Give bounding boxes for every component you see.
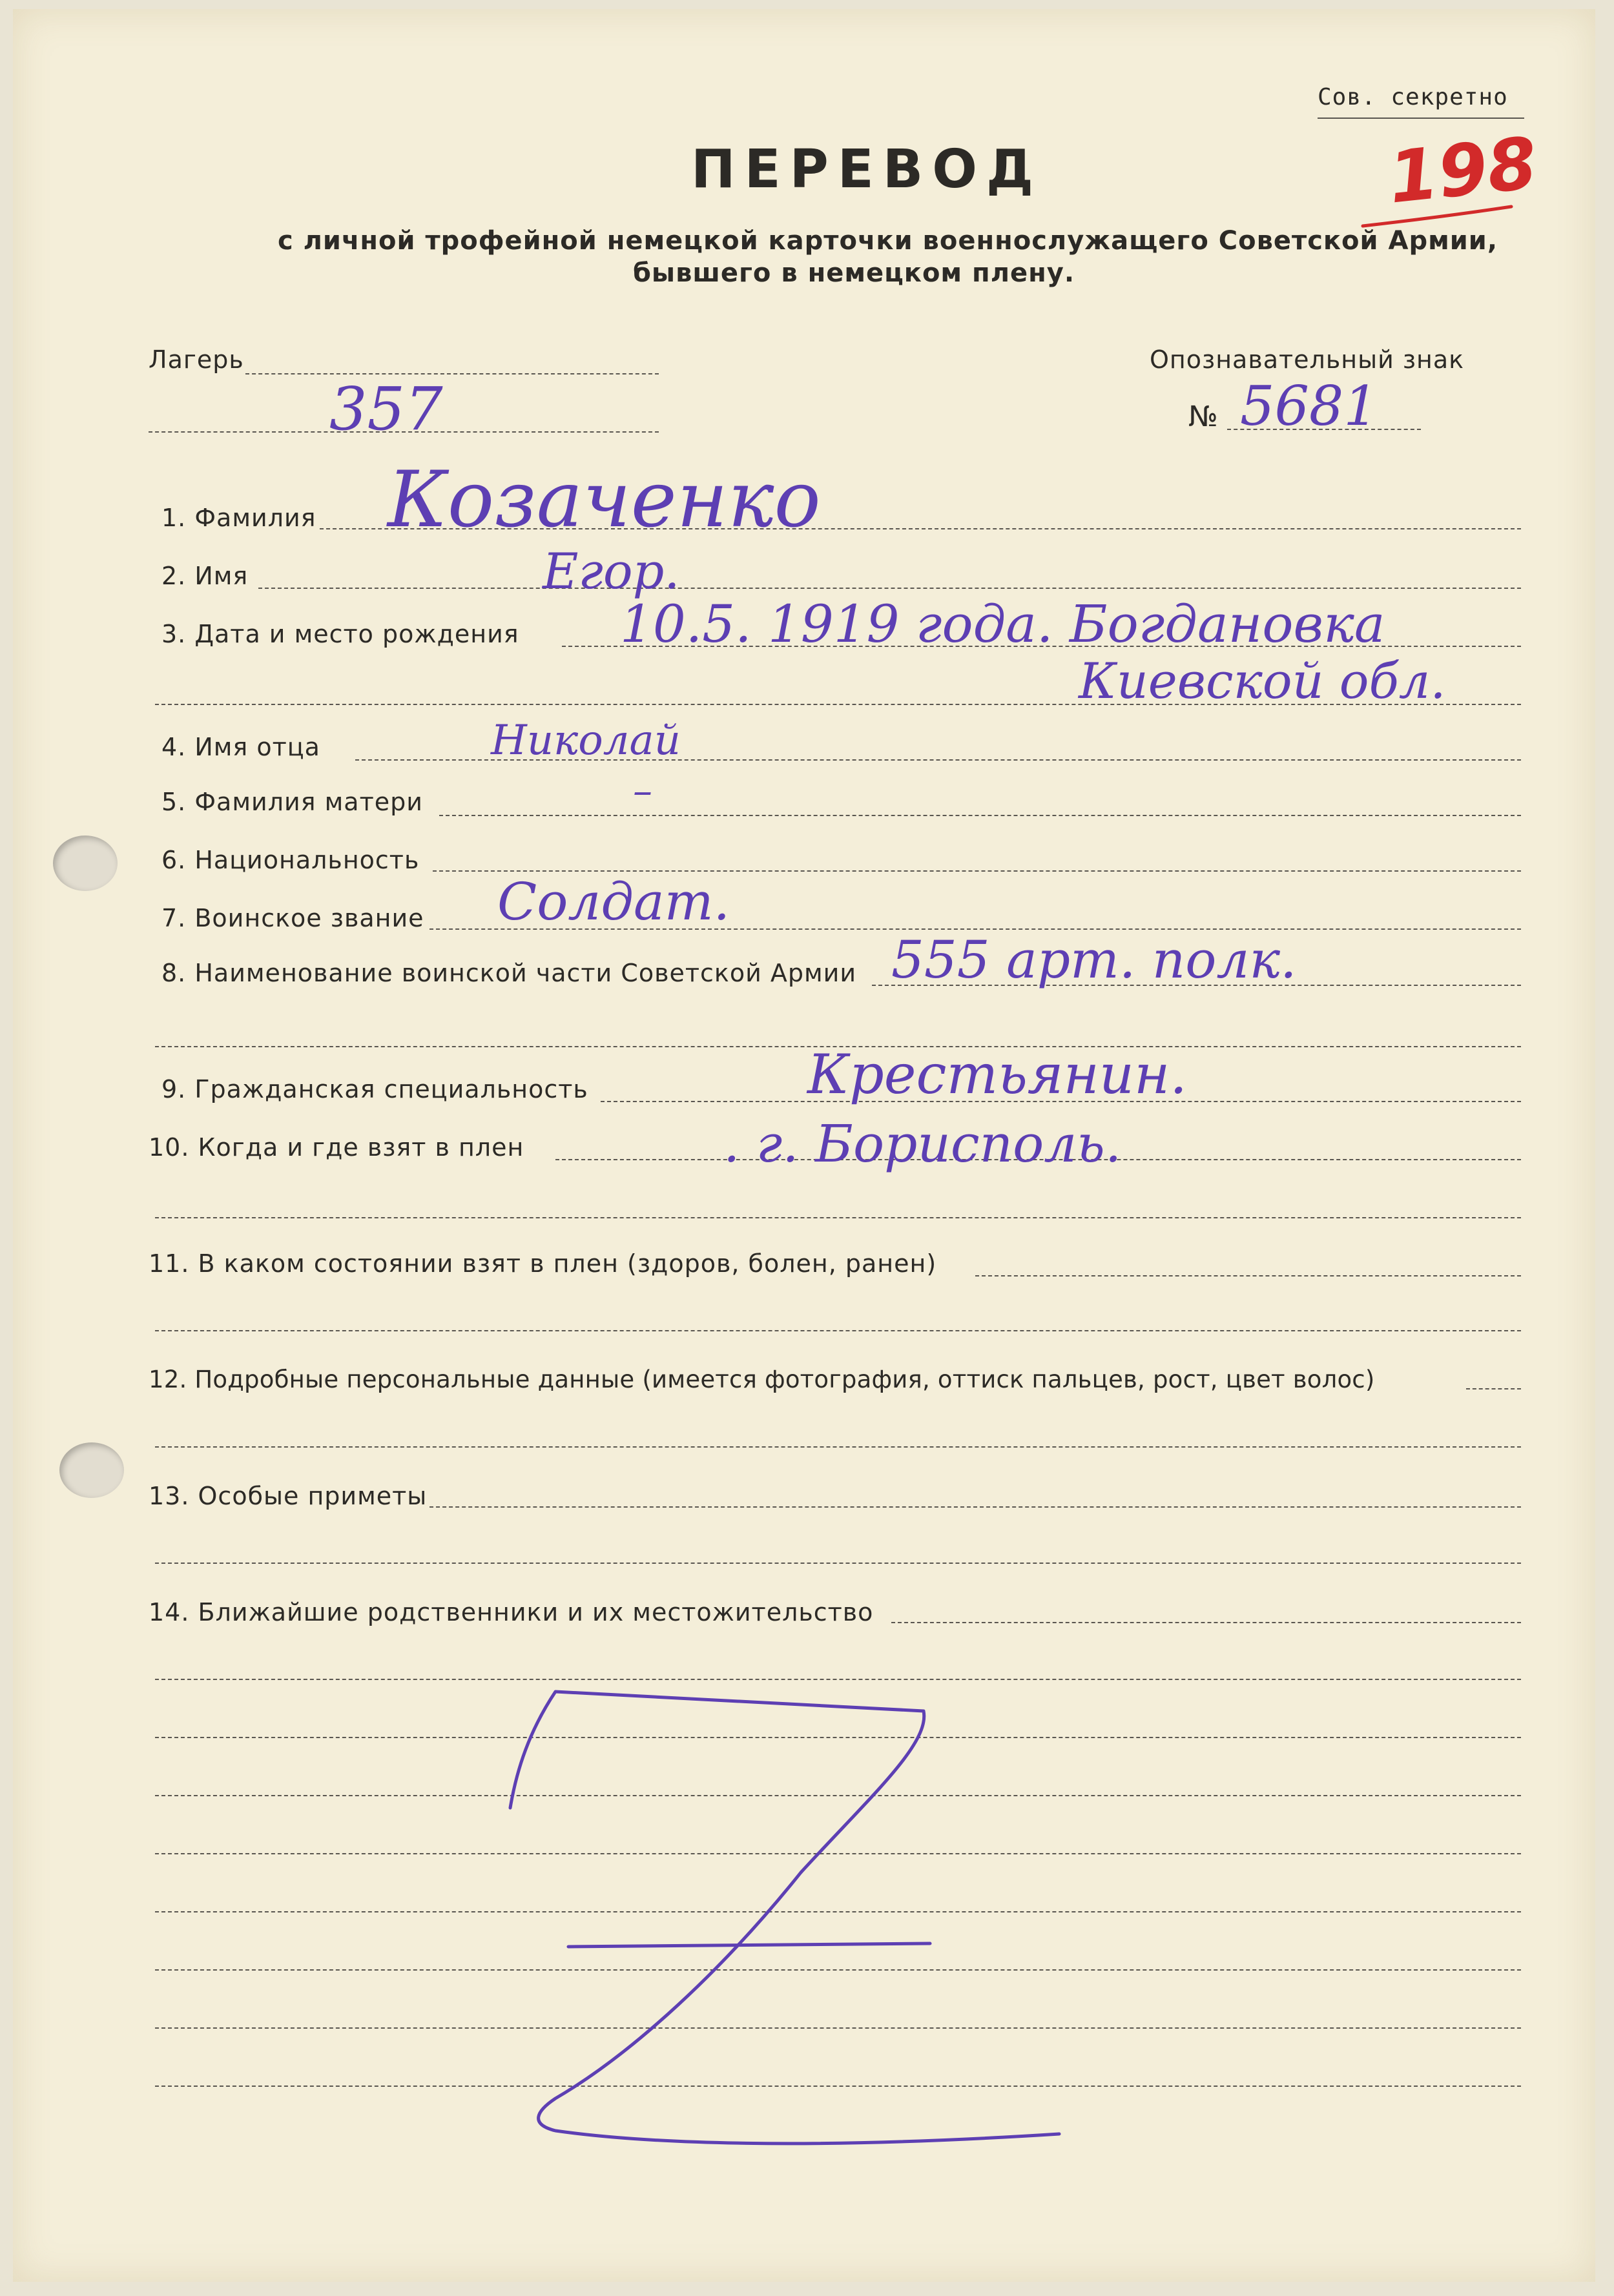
field-value-rank: Солдат.	[497, 872, 730, 932]
field-label-condition: 11. В каком состоянии взят в плен (здоров, болен, ранен)	[149, 1249, 937, 1278]
field-label-captured: 10. Когда и где взят в плен	[149, 1133, 524, 1162]
tag-no-label: №	[1188, 400, 1219, 433]
document-subtitle-line2: бывшего в немецком плену.	[633, 258, 1075, 288]
field-value-surname: Козаченко	[388, 455, 821, 545]
field-value-mother: –	[633, 768, 652, 814]
field-label-name: 2. Имя	[161, 562, 249, 590]
field-label-rank: 7. Воинское звание	[161, 904, 424, 932]
camp-value: 357	[329, 374, 443, 444]
field-value-captured: . г. Борисполь.	[723, 1114, 1122, 1174]
document-title: ПЕРЕВОД	[691, 139, 1042, 200]
field-label-unit: 8. Наименование воинской части Советской Армии	[161, 959, 857, 987]
field-label-special-marks: 13. Особые приметы	[149, 1482, 428, 1510]
red-pencil-number: 198	[1384, 121, 1541, 220]
document-subtitle-line1: с личной трофейной немецкой карточки военнослужащего Советской Армии,	[278, 226, 1498, 256]
field-value-birth-2: Киевской обл.	[1079, 652, 1446, 710]
field-label-father: 4. Имя отца	[161, 733, 320, 761]
camp-label: Лагерь	[149, 345, 244, 374]
field-label-mother: 5. Фамилия матери	[161, 788, 423, 816]
field-value-birth: 10.5. 1919 года. Богдановка	[620, 594, 1385, 654]
field-label-surname: 1. Фамилия	[161, 504, 316, 532]
classification-mark: Сов. секретно	[1318, 84, 1508, 110]
field-value-name: Егор.	[543, 542, 680, 600]
field-value-unit: 555 арт. полк.	[891, 930, 1297, 990]
tag-label: Опознавательный знак	[1150, 345, 1465, 374]
field-label-relatives: 14. Ближайшие родственники и их местожительство	[149, 1598, 874, 1626]
tag-value: 5681	[1240, 374, 1378, 438]
field-label-nationality: 6. Национальность	[161, 846, 420, 874]
field-value-father: Николай	[491, 717, 681, 764]
field-label-personal-data: 12. Подробные персональные данные (имеется фотография, оттиск пальцев, рост, цвет волос)	[149, 1366, 1375, 1393]
field-label-profession: 9. Гражданская специальность	[161, 1075, 588, 1103]
field-value-profession: Крестьянин.	[807, 1043, 1187, 1106]
field-label-birth: 3. Дата и место рождения	[161, 620, 519, 648]
